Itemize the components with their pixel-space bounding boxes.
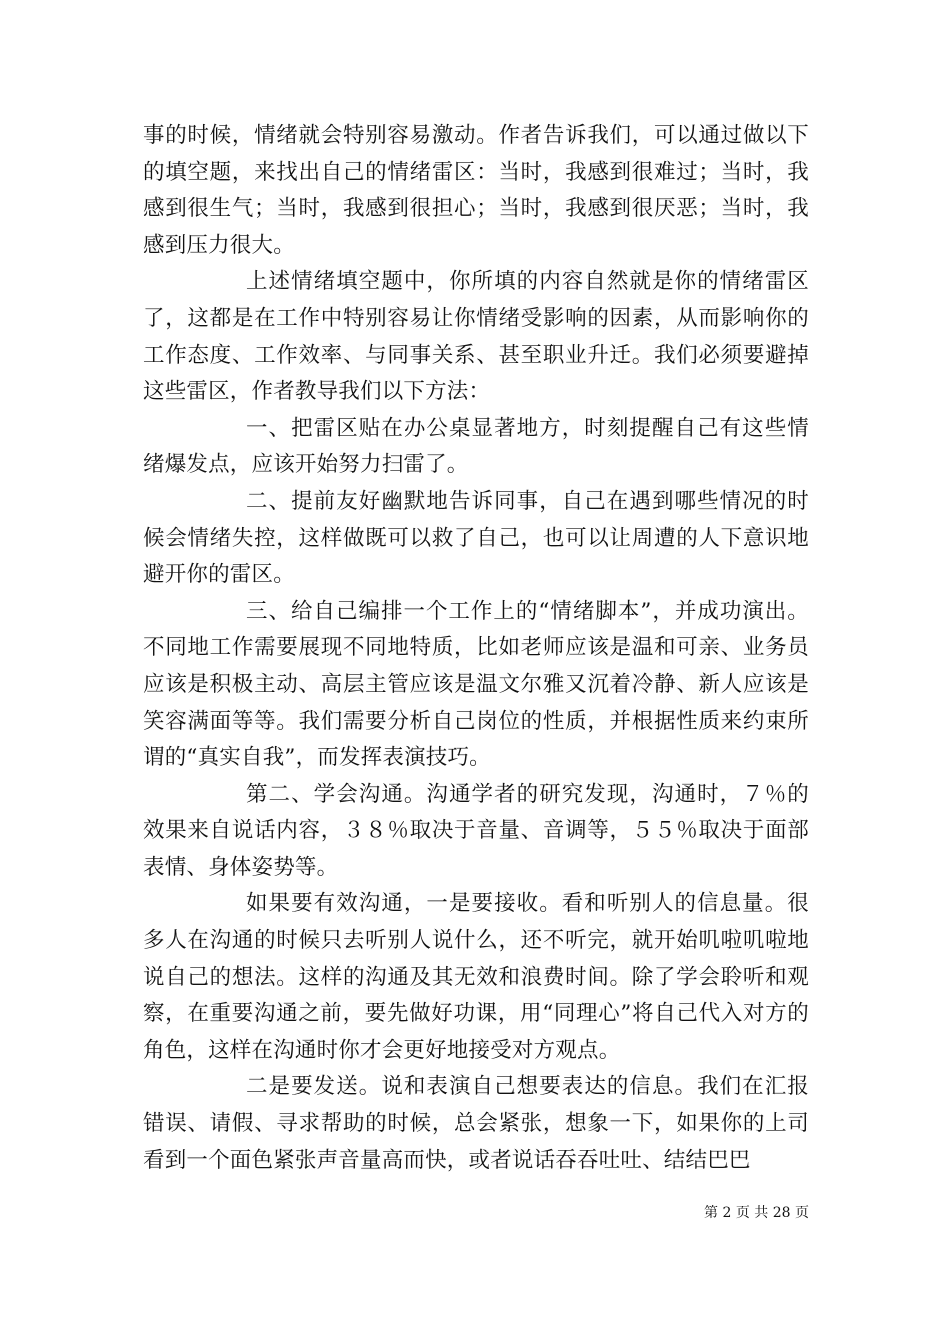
paragraph-8: 二是要发送。说和表演自己想要表达的信息。我们在汇报错误、请假、寻求帮助的时候，总会紧张，想象一下，如果你的上司看到一个面色紧张声音量高而快，或者说话吞吞吐吐、结结巴巴 [143,1074,809,1173]
page-number-footer: 第 2 页 共 28 页 [704,1205,809,1221]
paragraph-1: 事的时候，情绪就会特别容易激动。作者告诉我们，可以通过做以下的填空题，来找出自己的情绪雷区：当时，我感到很难过；当时，我感到很生气；当时，我感到很担心；当时，我感到很厌恶；当时，我感到压力很大。 [143,123,809,258]
paragraph-4: 二、提前友好幽默地告诉同事，自己在遇到哪些情况的时候会情绪失控，这样做既可以救了自己，也可以让周遭的人下意识地避开你的雷区。 [143,488,809,588]
paragraph-5: 三、给自己编排一个工作上的“情绪脚本”，并成功演出。不同地工作需要展现不同地特质，比如老师应该是温和可亲、业务员应该是积极主动、高层主管应该是温文尔雅又沉着冷静、新人应该是笑容满面等等。我们需要分析自己岗位的性质，并根据性质来约束所谓的“真实自我”，而发挥表演技巧。 [143,598,809,771]
paragraph-2: 上述情绪填空题中，你所填的内容自然就是你的情绪雷区了，这都是在工作中特别容易让你情绪受影响的因素，从而影响你的工作态度、工作效率、与同事关系、甚至职业升迁。我们必须要避掉这些雷区，作者教导我们以下方法： [143,269,809,405]
document-body [143,118,809,1179]
paragraph-3: 一、把雷区贴在办公桌显著地方，时刻提醒自己有这些情绪爆发点，应该开始努力扫雷了。 [143,415,809,478]
paragraph-6: 第二、学会沟通。沟通学者的研究发现，沟通时，７％的效果来自说话内容，３８％取决于音量、音调等，５５％取决于面部表情、身体姿势等。 [143,781,809,880]
paragraph-7: 如果要有效沟通，一是要接收。看和听别人的信息量。很多人在沟通的时候只去听别人说什么，还不听完，就开始叽啦叽啦地说自己的想法。这样的沟通及其无效和浪费时间。除了学会聆听和观察，在重要沟通之前，要先做好功课，用“同理心”将自己代入对方的角色，这样在沟通时你才会更好地接受对方观点。 [143,891,809,1063]
